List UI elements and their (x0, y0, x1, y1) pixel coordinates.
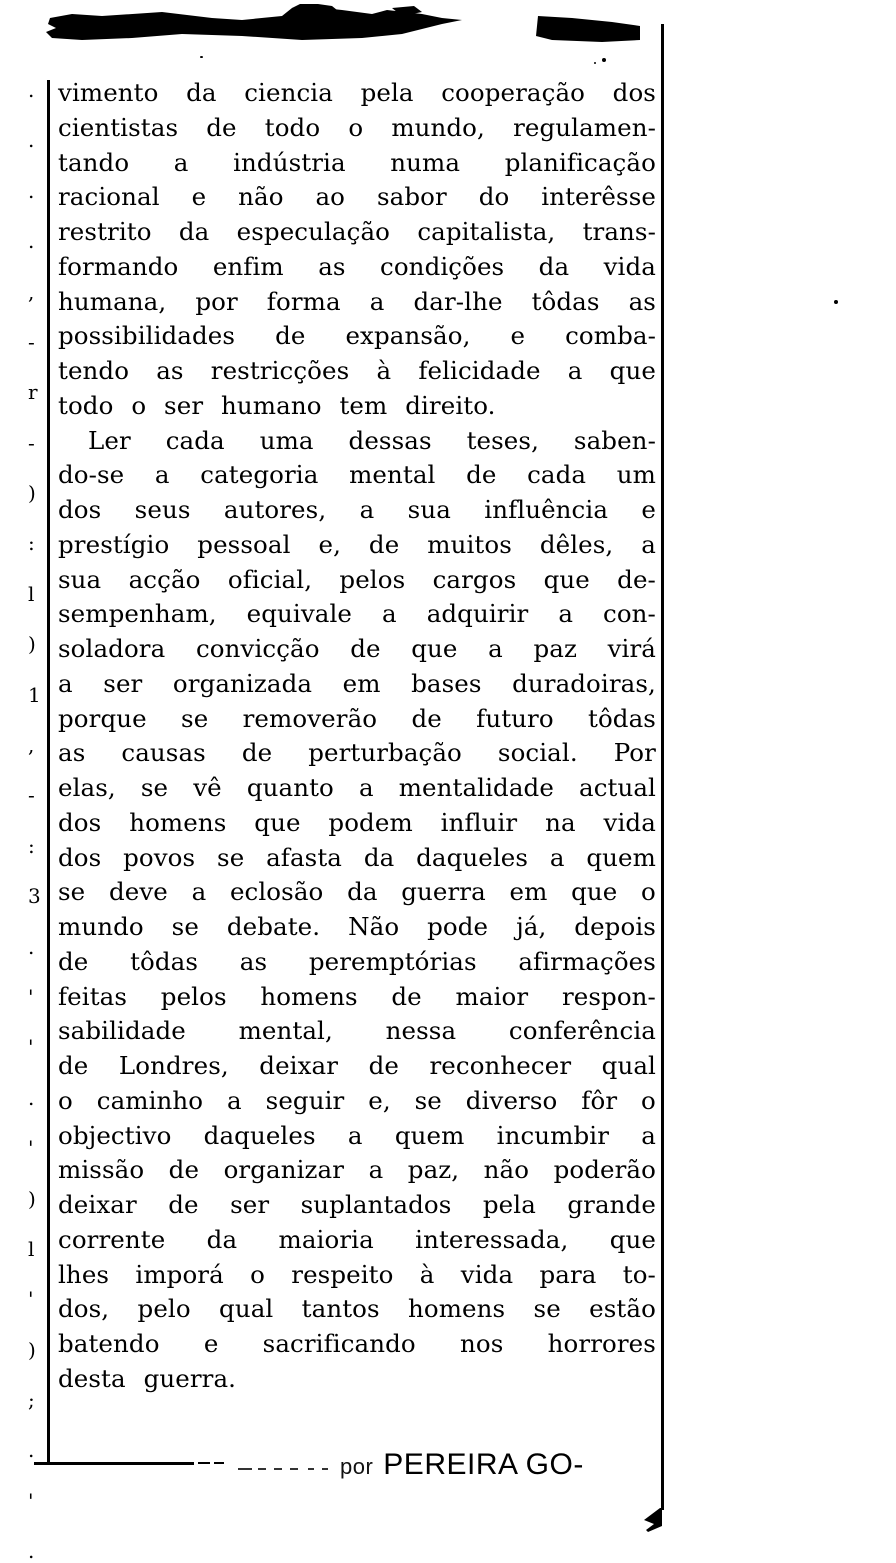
text-line: elas, se vê quanto a mentalidade actual (58, 773, 656, 802)
article-body (58, 76, 656, 1397)
header-ornament (42, 4, 640, 46)
text-line: racional e não ao sabor do interêsse (58, 182, 656, 212)
text-line: vimento da ciencia pela cooperação dos (58, 78, 656, 107)
text-line: cientistas de todo o mundo, regulamen- (58, 112, 656, 142)
margin-fragment: ) (28, 1337, 36, 1362)
text-line: sabilidade mental, nessa conferência (58, 1016, 656, 1046)
text-line: de Londres, deixar de reconhecer qual (58, 1051, 656, 1080)
byline-author: PEREIRA GO- (383, 1448, 584, 1481)
text-line: o caminho a seguir e, se diverso fôr o (58, 1085, 656, 1115)
margin-fragment: . (28, 1438, 35, 1463)
byline-dash (308, 1468, 314, 1470)
column-left-border (47, 80, 50, 1464)
margin-fragment: - (28, 329, 35, 354)
margin-fragment: , (28, 733, 35, 758)
margin-fragment: - (28, 783, 35, 808)
ink-speck (594, 62, 596, 64)
margin-fragment: l (28, 581, 35, 606)
byline-dash (238, 1468, 252, 1470)
text-line: soladora convicção de que a paz virá (58, 634, 656, 663)
text-line: tendo as restricções à felicidade a que (58, 356, 656, 385)
text-line: dos homens que podem influir na vida (58, 807, 656, 837)
text-line: mundo se debate. Não pode já, depois (58, 912, 656, 941)
text-line: prestígio pessoal e, de muitos dêles, a (58, 529, 656, 559)
text-line: dos, pelo qual tantos homens se estão (58, 1294, 656, 1324)
margin-fragment: ) (28, 632, 36, 657)
column-bottom-border (34, 1462, 194, 1465)
text-line: missão de organizar a paz, não poderão (58, 1155, 656, 1185)
margin-fragment: . (28, 128, 35, 153)
text-line: dos seus autores, a sua influência e (58, 495, 656, 524)
margin-fragment: , (28, 279, 35, 304)
text-line: possibilidades de expansão, e comba- (58, 321, 656, 351)
column-bottom-dash (214, 1462, 224, 1464)
margin-fragment: ' (28, 1488, 34, 1513)
margin-fragment: l (28, 1236, 35, 1261)
margin-fragment: . (28, 178, 35, 203)
margin-fragment: . (28, 78, 35, 102)
column-right-border (661, 24, 664, 1510)
text-line: objectivo daqueles a quem incumbir a (58, 1120, 656, 1150)
adjacent-column-fragments (0, 0, 46, 1563)
byline-dash (322, 1468, 328, 1470)
margin-fragment: . (28, 229, 35, 254)
text-line: sempenham, equivale a adquirir a con- (58, 599, 656, 629)
margin-fragment: - (28, 430, 35, 455)
text-line: as causas de perturbação social. Por (58, 738, 656, 768)
margin-fragment: r (28, 380, 38, 405)
margin-fragment: ) (28, 1186, 36, 1211)
text-line: batendo e sacrificando nos horrores (58, 1329, 656, 1358)
text-line: restrito da especulação capitalista, trans- (58, 217, 656, 246)
text-line: sua acção oficial, pelos cargos que de- (58, 564, 656, 594)
torn-corner-mark (640, 1508, 664, 1532)
margin-fragment: . (28, 1085, 35, 1110)
text-line: humana, por forma a dar-lhe tôdas as (58, 286, 656, 316)
margin-fragment: 3 (28, 884, 41, 909)
margin-fragment: ' (28, 1035, 34, 1060)
text-line: de tôdas as peremptórias afirmações (58, 946, 656, 976)
ink-speck (200, 56, 203, 58)
ornament-graphic (42, 4, 640, 46)
text-line: do-se a categoria mental de cada um (58, 460, 656, 490)
text-line: todo o ser humano tem direito. (58, 390, 496, 420)
byline-dash (274, 1468, 282, 1470)
ink-speck (834, 300, 838, 304)
margin-fragment: : (28, 531, 35, 556)
ink-speck (602, 58, 606, 62)
text-line: desta guerra. (58, 1363, 237, 1393)
text-line: dos povos se afasta da daqueles a quem (58, 842, 656, 872)
margin-fragment: . (28, 934, 35, 959)
byline-prefix: por (340, 1454, 374, 1479)
margin-fragment: ' (28, 984, 34, 1009)
text-line: lhes imporá o respeito à vida para to- (58, 1259, 656, 1289)
margin-fragment: ) (28, 481, 36, 506)
margin-fragment: ' (28, 1136, 34, 1161)
margin-fragment: ' (28, 1287, 34, 1312)
text-line: porque se removerão de futuro tôdas (58, 703, 656, 733)
margin-fragment: . (28, 1539, 35, 1563)
text-line: a ser organizada em bases duradoiras, (58, 668, 656, 698)
text-line: feitas pelos homens de maior respon- (58, 981, 656, 1011)
text-line: tando a indústria numa planificação (58, 147, 656, 177)
text-line: corrente da maioria interessada, que (58, 1224, 656, 1254)
margin-fragment: 1 (28, 682, 41, 707)
column-bottom-dash (198, 1462, 210, 1464)
byline-dash (290, 1468, 298, 1470)
margin-fragment: ; (28, 1388, 35, 1413)
text-line: deixar de ser suplantados pela grande (58, 1190, 656, 1219)
text-line: Ler cada uma dessas teses, saben- (88, 425, 656, 455)
text-line: formando enfim as condições da vida (58, 251, 656, 281)
byline (340, 1448, 640, 1482)
margin-fragment: : (28, 833, 35, 858)
byline-dash (258, 1468, 266, 1470)
text-line: se deve a eclosão da guerra em que o (58, 877, 656, 907)
